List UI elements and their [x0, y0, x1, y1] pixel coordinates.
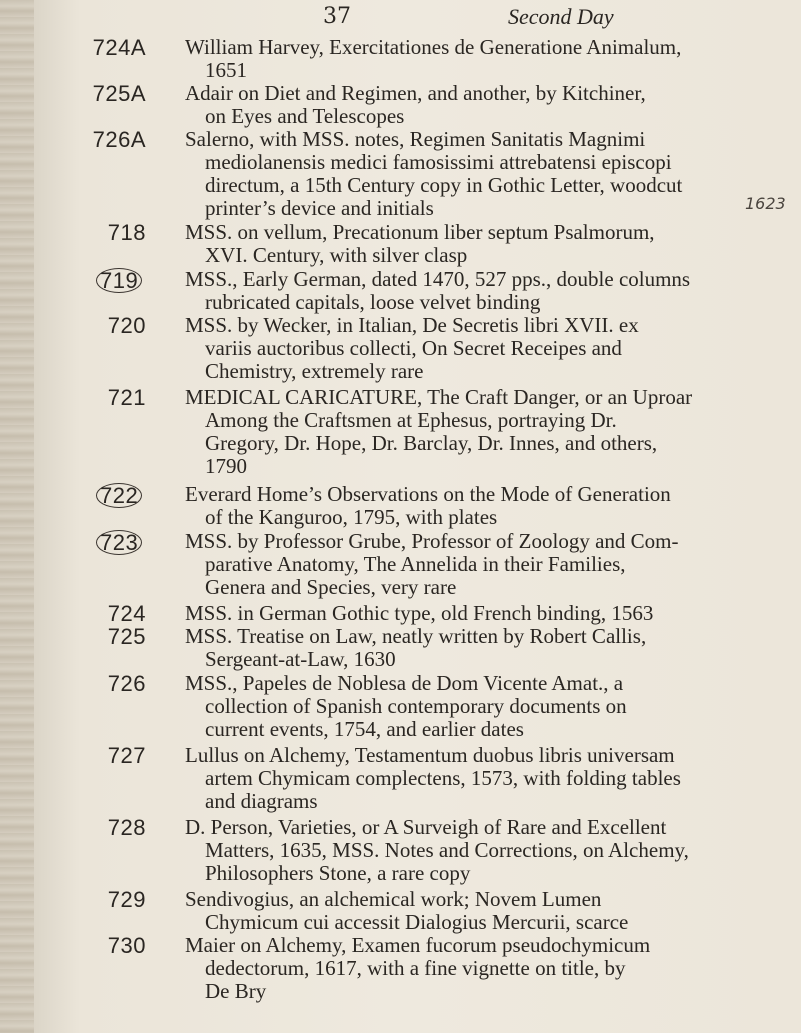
description-line: De Bry [205, 979, 267, 1003]
lot-description [185, 743, 681, 813]
description-line: William Harvey, Exercitationes de Generatione Animalum, [185, 35, 682, 59]
description-line: Lullus on Alchemy, Testamentum duobus libris universam [185, 743, 675, 767]
description-line: mediolanensis medici famosissimi attrebatensi episcopi [205, 150, 672, 174]
lot-description [185, 35, 682, 82]
lot-number: 722 [96, 483, 142, 508]
description-line: MSS. on vellum, Precationum liber septum Psalmorum, [185, 220, 655, 244]
running-head: Second Day [508, 4, 614, 29]
lot-description [185, 529, 679, 599]
description-line: Maier on Alchemy, Examen fucorum pseudochymicum [185, 933, 651, 957]
description-line: MSS. in German Gothic type, old French binding, 1563 [185, 601, 654, 625]
lot-description [185, 220, 655, 267]
lot-number: 720 [107, 313, 146, 338]
lot-number: 724 [107, 601, 146, 626]
lot-number: 718 [107, 220, 146, 245]
lot-description [185, 887, 629, 934]
description-line: Among the Craftsmen at Ephesus, portraying Dr. [205, 408, 617, 432]
lot-number: 728 [107, 815, 146, 840]
description-line: Gregory, Dr. Hope, Dr. Barclay, Dr. Innes, and others, [205, 431, 658, 455]
lot-description [185, 601, 654, 625]
description-line: D. Person, Varieties, or A Surveigh of Rare and Excellent [185, 815, 667, 839]
lot-number: 725A [92, 81, 146, 106]
description-line: Philosophers Stone, a rare copy [205, 861, 471, 885]
description-line: current events, 1754, and earlier dates [205, 717, 524, 741]
lot-description [185, 482, 671, 529]
lot-description [185, 81, 646, 128]
description-line: and diagrams [205, 789, 318, 813]
description-line: MSS., Early German, dated 1470, 527 pps., double columns [185, 267, 691, 291]
description-line: MSS. by Wecker, in Italian, De Secretis libri XVII. ex [185, 313, 639, 337]
description-line: 1651 [205, 58, 247, 82]
description-line: Adair on Diet and Regimen, and another, by Kitchiner, [185, 81, 646, 105]
description-line: directum, a 15th Century copy in Gothic Letter, woodcut [205, 173, 683, 197]
lot-number: 726 [107, 671, 146, 696]
description-line: Genera and Species, very rare [205, 575, 457, 599]
lot-description [185, 127, 683, 220]
description-line: Salerno, with MSS. notes, Regimen Sanitatis Magnimi [185, 127, 646, 151]
description-line: printer’s device and initials [205, 196, 434, 220]
lot-description [185, 624, 647, 671]
lot-description [185, 933, 651, 1003]
description-line: parative Anatomy, The Annelida in their Families, [205, 552, 626, 576]
page-header [0, 4, 801, 34]
lot-number: 727 [107, 743, 146, 768]
handwritten-margin-note: 1623 [745, 194, 786, 213]
description-line: Sergeant-at-Law, 1630 [205, 647, 396, 671]
description-line: rubricated capitals, loose velvet binding [205, 290, 541, 314]
lot-description [185, 815, 689, 885]
page-gutter [0, 0, 34, 1033]
lot-number: 730 [107, 933, 146, 958]
description-line: MSS. Treatise on Law, neatly written by Robert Callis, [185, 624, 647, 648]
description-line: Sendivogius, an alchemical work; Novem Lumen [185, 887, 602, 911]
lot-number: 723 [96, 530, 142, 555]
lot-number: 724A [92, 35, 146, 60]
description-line: artem Chymicam complectens, 1573, with folding tables [205, 766, 681, 790]
description-line: collection of Spanish contemporary documents on [205, 694, 627, 718]
description-line: MSS. by Professor Grube, Professor of Zoology and Com- [185, 529, 679, 553]
lot-description [185, 313, 639, 383]
description-line: 1790 [205, 454, 247, 478]
lot-description [185, 267, 691, 314]
description-line: MSS., Papeles de Noblesa de Dom Vicente Amat., a [185, 671, 624, 695]
lot-number: 719 [96, 268, 142, 293]
description-line: dedectorum, 1617, with a fine vignette on title, by [205, 956, 626, 980]
description-line: Everard Home’s Observations on the Mode of Generation [185, 482, 671, 506]
lot-number: 726A [92, 127, 146, 152]
description-line: of the Kanguroo, 1795, with plates [205, 505, 498, 529]
lot-description [185, 671, 627, 741]
description-line: XVI. Century, with silver clasp [205, 243, 468, 267]
description-line: MEDICAL CARICATURE, The Craft Danger, or an Uproar [185, 385, 693, 409]
description-line: variis auctoribus collecti, On Secret Receipes and [205, 336, 622, 360]
lot-number: 725 [107, 624, 146, 649]
page-number: 37 [323, 4, 351, 29]
lot-number: 729 [107, 887, 146, 912]
description-line: on Eyes and Telescopes [205, 104, 405, 128]
description-line: Chemistry, extremely rare [205, 359, 424, 383]
description-line: Chymicum cui accessit Dialogius Mercurii, scarce [205, 910, 629, 934]
lot-description [185, 385, 693, 478]
description-line: Matters, 1635, MSS. Notes and Corrections, on Alchemy, [205, 838, 689, 862]
lot-number: 721 [107, 385, 146, 410]
